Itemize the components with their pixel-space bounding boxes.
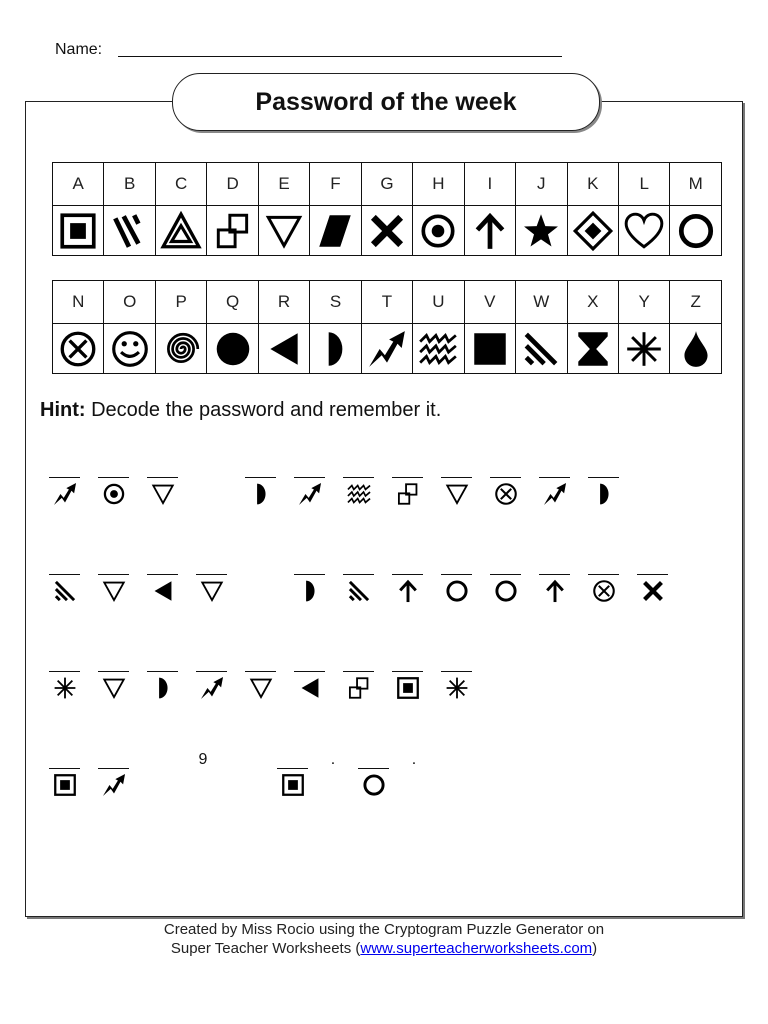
hatched-diagonal-icon [520, 328, 562, 370]
key-letter-cell: T [361, 281, 412, 324]
footer-website-link[interactable]: www.superteacherworksheets.com [360, 940, 593, 957]
down-triangle-icon [263, 210, 305, 252]
page-title: Password of the week [255, 88, 517, 116]
lightning-icon [297, 481, 323, 507]
cipher-slot [432, 671, 481, 711]
half-circle-icon [248, 481, 274, 507]
answer-blank [98, 671, 129, 672]
word-gap [219, 768, 268, 808]
key-symbol-row [53, 206, 722, 256]
star-icon [520, 210, 562, 252]
answer-blank [637, 574, 668, 575]
cipher-slot [530, 574, 579, 614]
cipher-slot [187, 574, 236, 614]
lightning-icon [52, 481, 78, 507]
cipher-slot [89, 477, 138, 517]
answer-blank [343, 477, 374, 478]
zigzag-icon [346, 481, 372, 507]
answer-blank [245, 671, 276, 672]
half-circle-icon [297, 578, 323, 604]
key-symbol-cell [670, 206, 722, 256]
cipher-slot [432, 574, 481, 614]
answer-blank [441, 477, 472, 478]
asterisk-icon [623, 328, 665, 370]
key-symbol-cell [567, 324, 618, 374]
asterisk-icon [444, 675, 470, 701]
key-symbol-cell [53, 324, 104, 374]
bullseye-icon [101, 481, 127, 507]
parallelogram-icon [314, 210, 356, 252]
puzzle-line [40, 751, 677, 865]
key-letter-cell: N [53, 281, 104, 324]
ring-icon [361, 772, 387, 798]
key-symbol-cell [464, 324, 515, 374]
key-letter-row [53, 281, 722, 324]
key-symbol-cell [104, 324, 155, 374]
punctuation-text: . [330, 751, 336, 768]
key-symbol-cell [155, 206, 206, 256]
answer-blank [98, 477, 129, 478]
lightning-icon [366, 328, 408, 370]
answer-blank [343, 671, 374, 672]
cipher-slot [285, 671, 334, 711]
cipher-slot [187, 671, 236, 711]
cipher-slot [383, 671, 432, 711]
bullseye-icon [417, 210, 459, 252]
key-symbol-cell [413, 206, 464, 256]
spiral-icon [160, 328, 202, 370]
hint-body: Decode the password and remember it. [91, 399, 442, 421]
cipher-slot [40, 574, 89, 614]
key-symbol-cell [361, 206, 412, 256]
footer [0, 920, 768, 958]
key-symbol-cell [258, 324, 309, 374]
cipher-slot [334, 477, 383, 517]
ring-icon [675, 210, 717, 252]
answer-blank [392, 671, 423, 672]
cipher-puzzle [40, 477, 677, 865]
answer-blank [294, 671, 325, 672]
cipher-key-table-n-z [52, 280, 722, 374]
answer-blank [196, 671, 227, 672]
hint-text [40, 398, 441, 422]
puzzle-line [40, 671, 677, 768]
heart-icon [623, 210, 665, 252]
key-letter-row [53, 163, 722, 206]
key-letter-cell: Z [670, 281, 722, 324]
footer-close-paren: ) [592, 940, 598, 957]
ring-icon [444, 578, 470, 604]
drop-icon [675, 328, 717, 370]
answer-blank [588, 574, 619, 575]
half-circle-icon [314, 328, 356, 370]
ring-icon [493, 578, 519, 604]
key-symbol-cell [464, 206, 515, 256]
name-label: Name: [55, 41, 103, 58]
cipher-key-table-a-m [52, 162, 722, 256]
key-symbol-cell [670, 324, 722, 374]
key-symbol-cell [104, 206, 155, 256]
key-letter-cell: P [155, 281, 206, 324]
circled-x-icon [493, 481, 519, 507]
framed-square-icon [52, 772, 78, 798]
cipher-slot [236, 671, 285, 711]
answer-blank [49, 574, 80, 575]
cipher-slot [89, 574, 138, 614]
key-letter-cell: J [516, 163, 567, 206]
cipher-slot [89, 671, 138, 711]
half-circle-icon [150, 675, 176, 701]
cipher-punctuation [317, 751, 349, 808]
cross-icon [640, 578, 666, 604]
cipher-slot [481, 574, 530, 614]
answer-blank [196, 574, 227, 575]
key-symbol-cell [618, 324, 669, 374]
cipher-slot [432, 477, 481, 517]
hint-label: Hint: [40, 399, 86, 421]
key-symbol-cell [413, 324, 464, 374]
answer-blank [49, 671, 80, 672]
answer-blank [98, 768, 129, 769]
cipher-slot [138, 671, 187, 711]
zigzag-icon [417, 328, 459, 370]
cipher-slot [530, 477, 579, 517]
cipher-slot [383, 574, 432, 614]
cipher-slot [40, 477, 89, 517]
punctuation-text: . [411, 751, 417, 768]
title-banner [172, 73, 600, 131]
word-gap [187, 477, 236, 517]
answer-blank [245, 477, 276, 478]
key-letter-cell: B [104, 163, 155, 206]
circled-x-icon [57, 328, 99, 370]
up-arrow-icon [542, 578, 568, 604]
hourglass-icon [572, 328, 614, 370]
filled-circle-icon [212, 328, 254, 370]
key-letter-cell: M [670, 163, 722, 206]
key-letter-cell: W [516, 281, 567, 324]
answer-blank [490, 477, 521, 478]
cross-icon [366, 210, 408, 252]
lightning-icon [199, 675, 225, 701]
answer-blank [294, 574, 325, 575]
key-letter-cell: A [53, 163, 104, 206]
answer-blank [277, 768, 308, 769]
down-triangle-icon [444, 481, 470, 507]
slashes-icon [109, 210, 151, 252]
footer-site-name: Super Teacher Worksheets ( [170, 940, 361, 957]
key-letter-cell: F [310, 163, 361, 206]
key-letter-cell: H [413, 163, 464, 206]
key-letter-cell: G [361, 163, 412, 206]
answer-blank [358, 768, 389, 769]
key-letter-cell: S [310, 281, 361, 324]
down-triangle-icon [101, 675, 127, 701]
puzzle-line [40, 574, 677, 671]
cipher-slot [349, 768, 398, 808]
key-symbol-cell [155, 324, 206, 374]
cipher-slot [89, 768, 138, 808]
word-gap [236, 574, 285, 614]
lightning-icon [101, 772, 127, 798]
answer-blank [98, 574, 129, 575]
cipher-slot [334, 574, 383, 614]
nested-triangle-icon [160, 210, 202, 252]
key-letter-cell: R [258, 281, 309, 324]
footer-credit-line: Created by Miss Rocio using the Cryptogram Puzzle Generator on [163, 921, 605, 938]
key-letter-cell: L [618, 163, 669, 206]
answer-blank [343, 574, 374, 575]
cipher-slot [383, 477, 432, 517]
linked-squares-icon [395, 481, 421, 507]
framed-square-icon [280, 772, 306, 798]
framed-square-icon [395, 675, 421, 701]
key-symbol-cell [567, 206, 618, 256]
key-symbol-cell [361, 324, 412, 374]
answer-blank [147, 671, 178, 672]
key-letter-cell: U [413, 281, 464, 324]
answer-blank [441, 574, 472, 575]
linked-squares-icon [346, 675, 372, 701]
key-symbol-row [53, 324, 722, 374]
answer-blank [539, 477, 570, 478]
answer-blank [49, 477, 80, 478]
key-letter-cell: E [258, 163, 309, 206]
answer-blank [539, 574, 570, 575]
answer-blank [441, 671, 472, 672]
circled-x-icon [591, 578, 617, 604]
left-triangle-icon [150, 578, 176, 604]
answer-blank [294, 477, 325, 478]
key-letter-cell: Q [207, 281, 258, 324]
cipher-slot [138, 477, 187, 517]
cipher-slot [579, 477, 628, 517]
up-arrow-icon [395, 578, 421, 604]
answer-blank [147, 574, 178, 575]
cipher-slot [579, 574, 628, 614]
cipher-slot [628, 574, 677, 614]
hatched-diagonal-icon [52, 578, 78, 604]
key-symbol-cell [516, 206, 567, 256]
cipher-punctuation [398, 751, 430, 808]
cipher-slot [138, 574, 187, 614]
puzzle-line [40, 477, 677, 574]
framed-square-icon [57, 210, 99, 252]
word-gap [138, 768, 187, 808]
lightning-icon [542, 481, 568, 507]
footer-site-line [0, 939, 768, 958]
key-symbol-cell [53, 206, 104, 256]
key-symbol-cell [207, 324, 258, 374]
answer-blank [392, 574, 423, 575]
cipher-punctuation [187, 751, 219, 808]
key-letter-cell: C [155, 163, 206, 206]
cipher-slot [334, 671, 383, 711]
name-line [118, 56, 562, 57]
down-triangle-icon [199, 578, 225, 604]
cipher-slot [236, 477, 285, 517]
key-letter-cell: Y [618, 281, 669, 324]
left-triangle-icon [263, 328, 305, 370]
cipher-slot [285, 574, 334, 614]
key-symbol-cell [207, 206, 258, 256]
cipher-slot [285, 477, 334, 517]
key-letter-cell: O [104, 281, 155, 324]
answer-blank [588, 477, 619, 478]
cipher-slot [268, 768, 317, 808]
punctuation-text: 9 [198, 751, 208, 768]
up-arrow-icon [469, 210, 511, 252]
down-triangle-icon [248, 675, 274, 701]
key-letter-cell: V [464, 281, 515, 324]
cipher-slot [481, 477, 530, 517]
filled-square-icon [469, 328, 511, 370]
half-circle-icon [591, 481, 617, 507]
key-letter-cell: X [567, 281, 618, 324]
cipher-slot [40, 768, 89, 808]
smiley-icon [109, 328, 151, 370]
answer-blank [490, 574, 521, 575]
hatched-diagonal-icon [346, 578, 372, 604]
down-triangle-icon [101, 578, 127, 604]
key-symbol-cell [618, 206, 669, 256]
key-letter-cell: I [464, 163, 515, 206]
cipher-slot [40, 671, 89, 711]
left-triangle-icon [297, 675, 323, 701]
asterisk-icon [52, 675, 78, 701]
key-symbol-cell [310, 206, 361, 256]
key-letter-cell: D [207, 163, 258, 206]
answer-blank [392, 477, 423, 478]
down-triangle-icon [150, 481, 176, 507]
key-symbol-cell [258, 206, 309, 256]
key-symbol-cell [516, 324, 567, 374]
linked-squares-icon [212, 210, 254, 252]
nested-diamond-icon [572, 210, 614, 252]
key-symbol-cell [310, 324, 361, 374]
answer-blank [49, 768, 80, 769]
key-letter-cell: K [567, 163, 618, 206]
answer-blank [147, 477, 178, 478]
